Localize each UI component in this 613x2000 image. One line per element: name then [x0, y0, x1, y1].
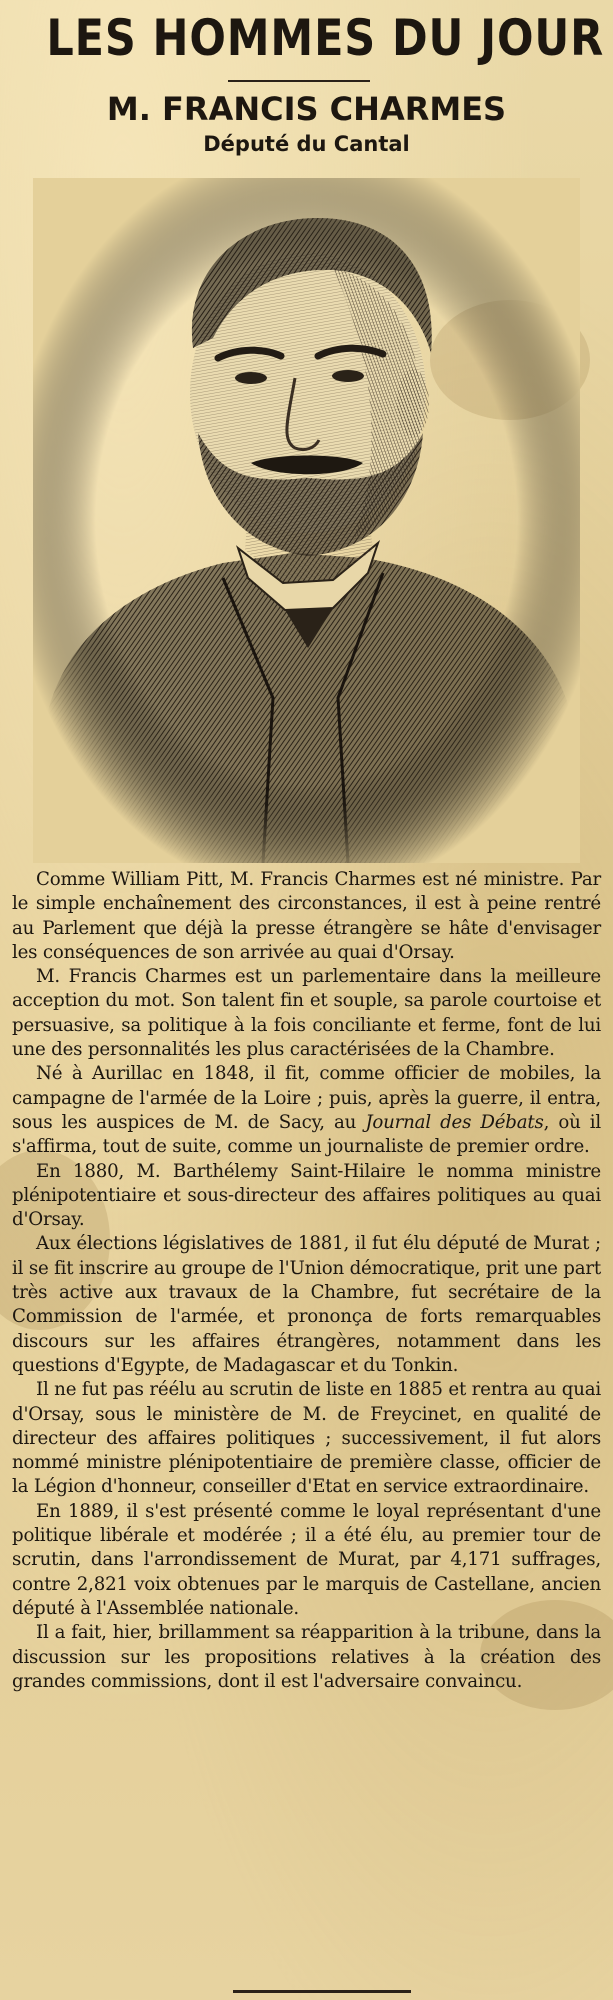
article-paragraph: Il a fait, hier, brillamment sa réapparition à la tribune, dans la discussion sur les propositions relatives à la création des grandes commissions, dont il est l'adversaire convaincu.: [12, 1622, 601, 1692]
person-subtitle: Député du Cantal: [203, 132, 410, 156]
newspaper-title: Journal des Débats: [365, 1111, 544, 1133]
header-rule: [228, 80, 370, 82]
person-name-heading: M. FRANCIS CHARMES: [106, 90, 507, 128]
article-body: [12, 868, 601, 1694]
footer-rule: [233, 1990, 411, 1993]
article-paragraph: Aux élections législatives de 1881, il fut élu député de Murat ; il se fit inscrire au groupe de l'Union démocratique, prit une part très active aux travaux de la Chambre, fut secrétaire de la Commission de l'armée, et prononça de forts remarquables discours sur les affaires étrangères, notamment dans les questions d'Egypte, de Madagascar et du Tonkin.: [12, 1233, 601, 1376]
portrait-engraving: [33, 178, 580, 863]
article-paragraph: En 1889, il s'est présenté comme le loyal représentant d'une politique libérale et modérée ; il a été élu, au premier tour de scrutin, dans l'arrondissement de Murat, par 4,171 suffrages, contre 2,821 voix obtenues par le marquis de Castellane, ancien député à l'Assemblée nationale.: [12, 1500, 601, 1619]
article-paragraph: Né à Aurillac en 1848, il fit, comme officier de mobiles, la campagne de l'armée de la Loire ; puis, après la guerre, il entra, sous les auspices de M. de Sacy, au Journal des Débats, où il s'affirma, tout de suite, comme un journaliste de premier ordre.: [12, 1063, 602, 1158]
article-paragraph: Il ne fut pas réélu au scrutin de liste en 1885 et rentra au quai d'Orsay, sous le ministère de M. de Freycinet, en qualité de directeur des affaires politiques ; successivement, il fut alors nommé ministre plénipotentiaire de première classe, officier de la Légion d'honneur, conseiller d'Etat en service extraordinaire.: [12, 1379, 601, 1498]
masthead-title: LES HOMMES DU JOUR: [46, 9, 605, 67]
article-paragraph: M. Francis Charmes est un parlementaire dans la meilleure acception du mot. Son talent fin et souple, sa parole courtoise et persuasive, sa politique à la fois conciliante et ferme, font de lui une des personnalités les plus caractérisées de la Chambre.: [12, 966, 601, 1061]
article-paragraph: Comme William Pitt, M. Francis Charmes est né ministre. Par le simple enchaînement des circonstances, il est à peine rentré au Parlement que déjà la presse étrangère se hâte d'envisager les conséquences de son arrivée au quai d'Orsay.: [12, 869, 601, 963]
article-paragraph: En 1880, M. Barthélemy Saint-Hilaire le nomma ministre plénipotentiaire et sous-directeur des affaires politiques au quai d'Orsay.: [12, 1160, 601, 1231]
